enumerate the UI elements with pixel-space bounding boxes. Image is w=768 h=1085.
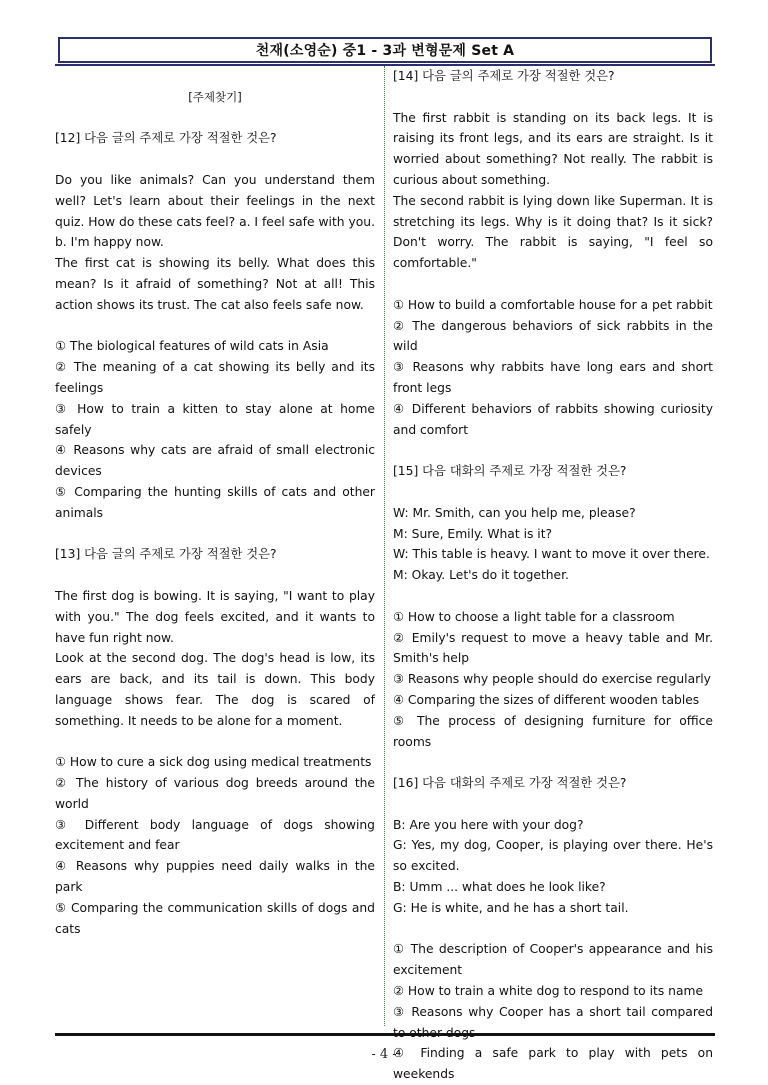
q12-option-4: ④ Reasons why cats are afraid of small electronic devices — [55, 443, 375, 479]
q15-option-2: ② Emily's request to move a heavy table and Mr. Smith's help — [393, 630, 713, 666]
q15-option-1: ① How to choose a light table for a classroom — [393, 609, 675, 624]
q12-passage-1: Do you like animals? Can you understand them well? Let's learn about their feelings in the next quiz. How do these cats feel? a. I feel safe with you. — [55, 172, 375, 229]
q14-option-1: ① How to build a comfortable house for a pet rabbit — [393, 297, 713, 312]
q15-dialogue-2: M: Sure, Emily. What is it? — [393, 526, 553, 541]
q13-prompt: [13] 다음 글의 주제로 가장 적절한 것은? — [55, 547, 277, 562]
q13-option-4: ④ Reasons why puppies need daily walks in the park — [55, 859, 375, 895]
column-divider — [384, 66, 385, 1026]
q14-passage-2: The second rabbit is lying down like Superman. It is stretching its legs. Why is it doing that? Is it sick? Don't worry. The rabbit is saying, "I feel so comfortable." — [393, 193, 713, 271]
q15-prompt: [15] 다음 대화의 주제로 가장 적절한 것은? — [393, 464, 627, 479]
right-column — [393, 66, 713, 1085]
page-title: 천재(소영순) 중1 - 3과 변형문제 Set A — [255, 43, 515, 59]
q16-option-4: ④ Finding a safe park to play with pets on weekends — [393, 1046, 713, 1082]
q12-option-5: ⑤ Comparing the hunting skills of cats and other animals — [55, 484, 375, 520]
q15-dialogue-4: M: Okay. Let's do it together. — [393, 568, 569, 583]
q13-option-1: ① How to cure a sick dog using medical treatments — [55, 755, 372, 770]
q14-passage-1: The first rabbit is standing on its back legs. It is raising its front legs, and its ears are straight. Is it worried about something? Not really. The rabbit is curious about something. — [393, 110, 713, 187]
footer-rule — [55, 1033, 715, 1036]
q12-option-3: ③ How to train a kitten to stay alone at home safely — [55, 401, 375, 437]
q16-dialogue-1: B: Are you here with your dog? — [393, 817, 584, 832]
q15-dialogue-1: W: Mr. Smith, can you help me, please? — [393, 505, 636, 520]
q14-option-3: ③ Reasons why rabbits have long ears and short front legs — [393, 360, 713, 395]
q12-prompt: [12] 다음 글의 주제로 가장 적절한 것은? — [55, 131, 277, 146]
q16-prompt: [16] 다음 대화의 주제로 가장 적절한 것은? — [393, 776, 627, 791]
q13-option-2: ② The history of various dog breeds around the world — [55, 776, 375, 811]
section-label: [주제찾기] — [188, 89, 242, 104]
q12-passage-2: b. I'm happy now. — [55, 235, 164, 250]
q16-dialogue-2: G: Yes, my dog, Cooper, is playing over there. He's so excited. — [393, 838, 713, 874]
page-header — [58, 37, 712, 63]
q16-option-2: ② How to train a white dog to respond to its name — [393, 984, 704, 999]
q13-passage-2: Look at the second dog. The dog's head is low, its ears are back, and its tail is down. This body language shows fear. The dog is scared of something. It needs to be alone for a moment. — [55, 651, 375, 728]
q12-option-2: ② The meaning of a cat showing its belly and its feelings — [55, 360, 375, 395]
q16-option-3: ③ Reasons why Cooper has a short tail compared — [393, 1004, 713, 1019]
q13-passage-1: The first dog is bowing. It is saying, "I want to play with you." The dog feels excited, and it wants to have fun right now. — [55, 588, 375, 645]
q14-option-2: ② The dangerous behaviors of sick rabbits in the wild — [393, 318, 713, 354]
q15-option-4: ④ Comparing the sizes of different wooden tables — [393, 692, 700, 707]
page-number: - 4 - — [371, 1047, 397, 1062]
q16-dialogue-3: B: Umm ... what does he look like? — [393, 880, 606, 895]
q15-dialogue-3: W: This table is heavy. I want to move it over there. — [393, 547, 710, 562]
q16-option-1: ① The description of Cooper's appearance and his excitement — [393, 942, 713, 978]
q12-passage-3: The first cat is showing its belly. What does this mean? Is it afraid of something? Not at all! This action shows its trust. The cat also feels safe now. — [55, 256, 375, 312]
q14-option-4: ④ Different behaviors of rabbits showing curiosity and comfort — [393, 401, 713, 437]
q15-option-3: ③ Reasons why people should do exercise regularly — [393, 672, 711, 687]
q13-option-3: ③ Different body language of dogs showing excitement and fear — [55, 817, 375, 853]
q14-prompt: [14] 다음 글의 주제로 가장 적절한 것은? — [393, 69, 615, 83]
q15-option-5: ⑤ The process of designing furniture for office rooms — [393, 713, 713, 749]
left-column — [55, 66, 375, 939]
q16-dialogue-4: G: He is white, and he has a short tail. — [393, 900, 629, 915]
q13-option-5: ⑤ Comparing the communication skills of dogs and cats — [55, 900, 375, 936]
q12-option-1: ① The biological features of wild cats in Asia — [55, 339, 329, 354]
